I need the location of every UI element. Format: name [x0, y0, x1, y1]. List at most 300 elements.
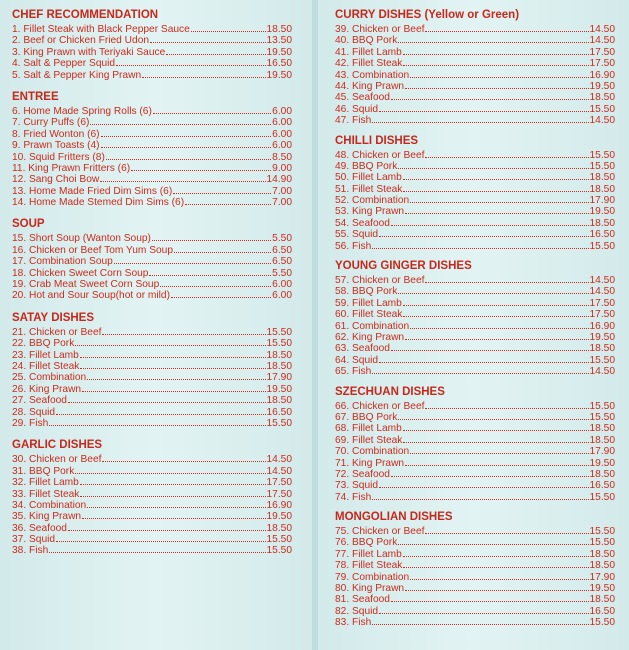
menu-item-price: 19.50: [589, 206, 615, 218]
dot-leader: [403, 171, 589, 180]
dot-leader: [185, 196, 271, 205]
menu-item-price: 15.50: [266, 326, 292, 338]
menu-item-price: 15.50: [589, 526, 615, 538]
menu-item: [12, 128, 292, 139]
section-title: SZECHUAN DISHES: [335, 385, 445, 398]
menu-item-price: 14.50: [589, 35, 615, 47]
menu-item-name: 74. Fish: [335, 491, 372, 503]
menu-item-name: 63. Seafood: [335, 343, 390, 355]
menu-item: [335, 46, 615, 57]
menu-item: [335, 491, 615, 502]
dot-leader: [403, 308, 588, 317]
menu-item-name: 5. Salt & Pepper King Prawn: [12, 69, 142, 81]
menu-item: [335, 548, 615, 559]
menu-item-price: 17.90: [589, 195, 615, 207]
section-gap: [12, 428, 292, 439]
menu-item-price: 18.50: [589, 217, 615, 229]
menu-item-price: 18.50: [266, 349, 292, 361]
dot-leader: [82, 383, 265, 392]
menu-item-price: 18.50: [589, 560, 615, 572]
menu-item-name: 78. Fillet Steak: [335, 560, 403, 572]
dot-leader: [131, 162, 271, 171]
menu-item-price: 18.50: [266, 522, 292, 534]
menu-item: [335, 80, 615, 91]
menu-item-name: 2. Beef or Chicken Fried Udon: [12, 35, 150, 47]
dot-leader: [379, 103, 588, 112]
menu-item: [12, 383, 292, 394]
menu-item-name: 29. Fish: [12, 417, 49, 429]
menu-item-name: 9. Prawn Toasts (4): [12, 140, 100, 152]
menu-item-name: 4. Salt & Pepper Squid: [12, 58, 116, 70]
menu-item-price: 7.00: [272, 185, 292, 197]
menu-item-price: 15.50: [589, 411, 615, 423]
menu-item: [335, 23, 615, 34]
menu-item-name: 34. Combination: [12, 499, 87, 511]
dot-leader: [100, 173, 265, 182]
menu-item-price: 18.50: [589, 172, 615, 184]
menu-section-young-ginger-dishes: [335, 260, 615, 377]
menu-item-price: 5.50: [272, 267, 292, 279]
menu-item-name: 19. Crab Meat Sweet Corn Soup: [12, 279, 160, 291]
menu-item: [335, 285, 615, 296]
menu-item: [335, 593, 615, 604]
menu-item: [12, 360, 292, 371]
menu-item-name: 11. King Prawn Fritters (6): [12, 162, 131, 174]
dot-leader: [425, 149, 588, 158]
menu-item: [335, 559, 615, 570]
menu-section-entree: [12, 91, 292, 208]
dot-leader: [403, 57, 588, 66]
menu-item-name: 58. BBQ Pork: [335, 286, 398, 298]
menu-item-price: 14.50: [589, 275, 615, 287]
menu-item-price: 16.50: [589, 229, 615, 241]
menu-item-price: 14.50: [266, 454, 292, 466]
menu-item-price: 17.50: [589, 58, 615, 70]
dot-leader: [56, 406, 265, 415]
menu-item: [12, 46, 292, 57]
dot-leader: [405, 205, 588, 214]
dot-leader: [166, 46, 265, 55]
dot-leader: [49, 417, 265, 426]
dot-leader: [391, 468, 589, 477]
dot-leader: [410, 320, 588, 329]
menu-item-name: 59. Fillet Lamb: [335, 297, 402, 309]
menu-item-price: 19.50: [589, 583, 615, 595]
menu-item-name: 60. Fillet Steak: [335, 309, 403, 321]
menu-item-price: 15.50: [589, 400, 615, 412]
menu-item-name: 46. Squid: [335, 103, 379, 115]
menu-item-price: 16.50: [589, 605, 615, 617]
section-title: GARLIC DISHES: [12, 439, 103, 452]
menu-item-name: 79. Combination: [335, 571, 410, 583]
dot-leader: [398, 285, 588, 294]
menu-item-name: 13. Home Made Fried Dim Sims (6): [12, 185, 173, 197]
menu-item-price: 15.50: [589, 149, 615, 161]
menu-item: [335, 605, 615, 616]
dot-leader: [403, 422, 589, 431]
menu-item-name: 50. Fillet Lamb: [335, 172, 402, 184]
menu-section-chilli-dishes: [335, 135, 615, 252]
menu-section-satay-dishes: [12, 312, 292, 429]
menu-item: [335, 365, 615, 376]
menu-item-name: 55. Squid: [335, 229, 379, 241]
menu-item-name: 32. Fillet Lamb: [12, 477, 79, 489]
section-title: ENTREE: [12, 90, 59, 103]
menu-item: [12, 116, 292, 127]
dot-leader: [405, 80, 588, 89]
menu-item-price: 6.00: [272, 105, 292, 117]
section-title: CURRY DISHES (Yellow or Green): [335, 9, 520, 21]
menu-item: [12, 162, 292, 173]
menu-item: [12, 69, 292, 80]
dot-leader: [403, 434, 588, 443]
menu-item: [335, 228, 615, 239]
menu-item-price: 15.50: [589, 354, 615, 366]
menu-item-name: 80. King Prawn: [335, 583, 405, 595]
menu-item: [335, 331, 615, 342]
menu-item: [12, 465, 292, 476]
dot-leader: [116, 57, 265, 66]
dot-leader: [87, 499, 265, 508]
dot-leader: [372, 491, 588, 500]
menu-item-name: 52. Combination: [335, 195, 410, 207]
menu-item-name: 20. Hot and Sour Soup(hot or mild): [12, 290, 170, 302]
menu-item: [335, 160, 615, 171]
menu-item-price: 18.50: [589, 92, 615, 104]
dot-leader: [372, 616, 588, 625]
section-gap: [12, 80, 292, 91]
menu-item-price: 17.50: [589, 46, 615, 58]
menu-item-price: 15.50: [589, 240, 615, 252]
dot-leader: [56, 533, 265, 542]
dot-leader: [191, 23, 266, 32]
section-gap: [335, 377, 615, 386]
dot-leader: [398, 411, 588, 420]
menu-item-price: 17.90: [589, 571, 615, 583]
menu-item: [335, 34, 615, 45]
menu-item: [12, 476, 292, 487]
menu-item-name: 8. Fried Wonton (6): [12, 128, 100, 140]
menu-item-price: 17.90: [266, 372, 292, 384]
menu-item-name: 33. Fillet Steak: [12, 488, 80, 500]
menu-item-price: 18.50: [589, 468, 615, 480]
section-title: SOUP: [12, 218, 45, 231]
dot-leader: [372, 365, 588, 374]
menu-item-price: 5.50: [272, 233, 292, 245]
dot-leader: [160, 278, 271, 287]
menu-item-name: 69. Fillet Steak: [335, 434, 403, 446]
menu-item: [12, 337, 292, 348]
section-gap: [335, 251, 615, 260]
dot-leader: [75, 337, 265, 346]
dot-leader: [403, 183, 588, 192]
menu-item: [335, 354, 615, 365]
menu-item-price: 18.50: [589, 548, 615, 560]
menu-item: [12, 289, 292, 300]
menu-item: [335, 525, 615, 536]
menu-item-price: 16.90: [589, 320, 615, 332]
dot-leader: [403, 297, 589, 306]
menu-section-curry-dishes: [335, 9, 615, 126]
dot-leader: [101, 139, 272, 148]
menu-item-name: 77. Fillet Lamb: [335, 548, 402, 560]
menu-item: [335, 457, 615, 468]
menu-item-name: 18. Chicken Sweet Corn Soup: [12, 267, 149, 279]
menu-item: [335, 400, 615, 411]
dot-leader: [171, 289, 271, 298]
menu-item-price: 6.00: [272, 117, 292, 129]
menu-item-price: 6.00: [272, 290, 292, 302]
section-title: YOUNG GINGER DISHES: [335, 260, 472, 273]
menu-item-name: 38. Fish: [12, 545, 49, 557]
menu-item-price: 15.50: [266, 417, 292, 429]
menu-item: [12, 244, 292, 255]
menu-item-name: 51. Fillet Steak: [335, 183, 403, 195]
menu-item: [335, 91, 615, 102]
menu-item-price: 15.50: [589, 491, 615, 503]
dot-leader: [405, 457, 588, 466]
menu-item-name: 83. Fish: [335, 617, 372, 629]
menu-item: [12, 453, 292, 464]
menu-item-name: 3. King Prawn with Teriyaki Sauce: [12, 46, 166, 58]
menu-item: [335, 422, 615, 433]
dot-leader: [49, 544, 265, 553]
menu-item: [335, 468, 615, 479]
menu-item: [12, 173, 292, 184]
menu-item: [12, 394, 292, 405]
menu-item-name: 22. BBQ Pork: [12, 338, 75, 350]
menu-item: [335, 342, 615, 353]
dot-leader: [403, 559, 588, 568]
menu-item: [335, 445, 615, 456]
menu-item: [335, 616, 615, 627]
dot-leader: [391, 342, 589, 351]
dot-leader: [68, 522, 266, 531]
menu-item-name: 81. Seafood: [335, 594, 390, 606]
menu-item: [335, 536, 615, 547]
dot-leader: [80, 476, 266, 485]
dot-leader: [102, 453, 265, 462]
menu-item-name: 67. BBQ Pork: [335, 411, 398, 423]
section-title: CHILLI DISHES: [335, 134, 419, 147]
menu-item-price: 15.50: [266, 338, 292, 350]
menu-item: [12, 23, 292, 34]
menu-item: [335, 274, 615, 285]
dot-leader: [101, 128, 272, 137]
menu-item: [12, 232, 292, 243]
dot-leader: [410, 194, 588, 203]
dot-leader: [391, 593, 589, 602]
menu-item-name: 82. Squid: [335, 605, 379, 617]
menu-item-price: 14.50: [589, 24, 615, 35]
dot-leader: [425, 525, 588, 534]
dot-leader: [405, 582, 588, 591]
dot-leader: [425, 274, 588, 283]
menu-item-name: 6. Home Made Spring Rolls (6): [12, 105, 152, 117]
menu-item-name: 64. Squid: [335, 354, 379, 366]
dot-leader: [142, 69, 265, 78]
dot-leader: [410, 571, 588, 580]
menu-item: [12, 326, 292, 337]
menu-item-name: 17. Combination Soup: [12, 256, 113, 268]
menu-item-name: 70. Combination: [335, 446, 410, 458]
dot-leader: [403, 548, 589, 557]
menu-item-name: 66. Chicken or Beef: [335, 400, 425, 412]
menu-item-price: 16.50: [266, 406, 292, 418]
menu-item-name: 45. Seafood: [335, 92, 390, 104]
menu-item-name: 40. BBQ Pork: [335, 35, 398, 47]
menu-item: [335, 240, 615, 251]
dot-leader: [106, 151, 271, 160]
menu-item: [335, 571, 615, 582]
dot-leader: [114, 255, 271, 264]
menu-item: [12, 278, 292, 289]
dot-leader: [425, 400, 588, 409]
menu-item-name: 1. Fillet Steak with Black Pepper Sauce: [12, 24, 190, 35]
menu-item-name: 31. BBQ Pork: [12, 465, 75, 477]
menu-item-price: 14.50: [589, 115, 615, 127]
menu-item-price: 18.50: [589, 183, 615, 195]
menu-item-price: 17.50: [266, 477, 292, 489]
dot-leader: [80, 360, 265, 369]
dot-leader: [379, 228, 588, 237]
menu-column-right: [318, 0, 629, 650]
dot-leader: [82, 510, 265, 519]
menu-item-name: 43. Combination: [335, 69, 410, 81]
menu-item: [335, 57, 615, 68]
dot-leader: [174, 244, 271, 253]
menu-item-price: 19.50: [589, 80, 615, 92]
menu-item: [12, 371, 292, 382]
menu-item-price: 19.50: [266, 383, 292, 395]
menu-item-name: 26. King Prawn: [12, 383, 82, 395]
dot-leader: [391, 91, 589, 100]
menu-item: [12, 488, 292, 499]
menu-item-price: 19.50: [266, 69, 292, 81]
menu-item-price: 18.50: [266, 395, 292, 407]
menu-item: [335, 320, 615, 331]
section-gap: [335, 126, 615, 135]
dot-leader: [379, 605, 588, 614]
menu-item-price: 18.50: [266, 360, 292, 372]
menu-item-price: 14.50: [266, 465, 292, 477]
menu-item-price: 14.90: [266, 174, 292, 186]
menu-item-name: 44. King Prawn: [335, 80, 405, 92]
menu-item-price: 15.50: [266, 545, 292, 557]
menu-item: [335, 582, 615, 593]
section-title: SATAY DISHES: [12, 311, 95, 324]
menu-item-price: 19.50: [266, 46, 292, 58]
menu-item: [12, 522, 292, 533]
menu-item-name: 37. Squid: [12, 534, 56, 546]
menu-item-price: 18.50: [589, 434, 615, 446]
menu-item-name: 54. Seafood: [335, 217, 390, 229]
menu-item-name: 30. Chicken or Beef: [12, 454, 102, 466]
menu-item: [12, 185, 292, 196]
dot-leader: [398, 536, 588, 545]
dot-leader: [80, 488, 265, 497]
dot-leader: [87, 371, 265, 380]
menu-item: [335, 114, 615, 125]
menu-item-price: 6.00: [272, 128, 292, 140]
menu-item: [12, 57, 292, 68]
dot-leader: [150, 34, 265, 43]
menu-item-price: 15.50: [266, 534, 292, 546]
dot-leader: [102, 326, 265, 335]
menu-section-chef-recommendation: [12, 9, 292, 80]
menu-item-price: 17.50: [589, 309, 615, 321]
menu-item-price: 15.50: [589, 537, 615, 549]
menu-item: [335, 434, 615, 445]
menu-item: [335, 217, 615, 228]
menu-item-price: 6.00: [272, 140, 292, 152]
menu-item: [335, 297, 615, 308]
dot-leader: [90, 116, 271, 125]
menu-item: [12, 406, 292, 417]
menu-item-price: 6.50: [272, 256, 292, 268]
section-gap: [12, 301, 292, 312]
section-gap: [12, 207, 292, 218]
menu-item-name: 28. Squid: [12, 406, 56, 418]
dot-leader: [403, 46, 589, 55]
menu-item-price: 14.50: [589, 366, 615, 378]
menu-item-name: 12. Sang Choi Bow: [12, 174, 100, 186]
menu-item-name: 72. Seafood: [335, 468, 390, 480]
menu-item-price: 16.50: [266, 58, 292, 70]
menu-item: [335, 194, 615, 205]
menu-item-name: 56. Fish: [335, 240, 372, 252]
menu-item-price: 9.00: [272, 162, 292, 174]
menu-item: [12, 139, 292, 150]
menu-item-price: 19.50: [589, 457, 615, 469]
menu-item-name: 41. Fillet Lamb: [335, 46, 402, 58]
menu-item: [12, 417, 292, 428]
menu-item-name: 10. Squid Fritters (8): [12, 151, 105, 163]
menu-item-price: 18.50: [266, 24, 292, 35]
menu-item-price: 7.00: [272, 197, 292, 209]
menu-item: [12, 34, 292, 45]
menu-item-name: 23. Fillet Lamb: [12, 349, 79, 361]
dot-leader: [379, 479, 588, 488]
menu-item-price: 19.50: [266, 511, 292, 523]
dot-leader: [152, 232, 271, 241]
menu-item-price: 17.50: [589, 297, 615, 309]
menu-item-price: 15.50: [589, 617, 615, 629]
menu-item: [335, 479, 615, 490]
menu-item-price: 16.50: [589, 480, 615, 492]
menu-item-name: 16. Chicken or Beef Tom Yum Soup: [12, 244, 174, 256]
dot-leader: [153, 105, 271, 114]
menu-item-price: 8.50: [272, 151, 292, 163]
menu-item-name: 49. BBQ Pork: [335, 160, 398, 172]
menu-item-name: 42. Fillet Steak: [335, 58, 403, 70]
dot-leader: [149, 267, 271, 276]
menu-item: [12, 196, 292, 207]
menu-item-name: 71. King Prawn: [335, 457, 405, 469]
menu-item: [12, 499, 292, 510]
menu-item-name: 48. Chicken or Beef: [335, 149, 425, 161]
dot-leader: [405, 331, 588, 340]
menu-item: [12, 349, 292, 360]
menu-item-price: 16.90: [266, 499, 292, 511]
dot-leader: [75, 465, 265, 474]
dot-leader: [425, 23, 588, 32]
menu-item-name: 76. BBQ Pork: [335, 537, 398, 549]
menu-item: [335, 411, 615, 422]
menu-item-price: 14.50: [589, 286, 615, 298]
menu-item-price: 6.50: [272, 244, 292, 256]
menu-item-price: 18.50: [589, 343, 615, 355]
